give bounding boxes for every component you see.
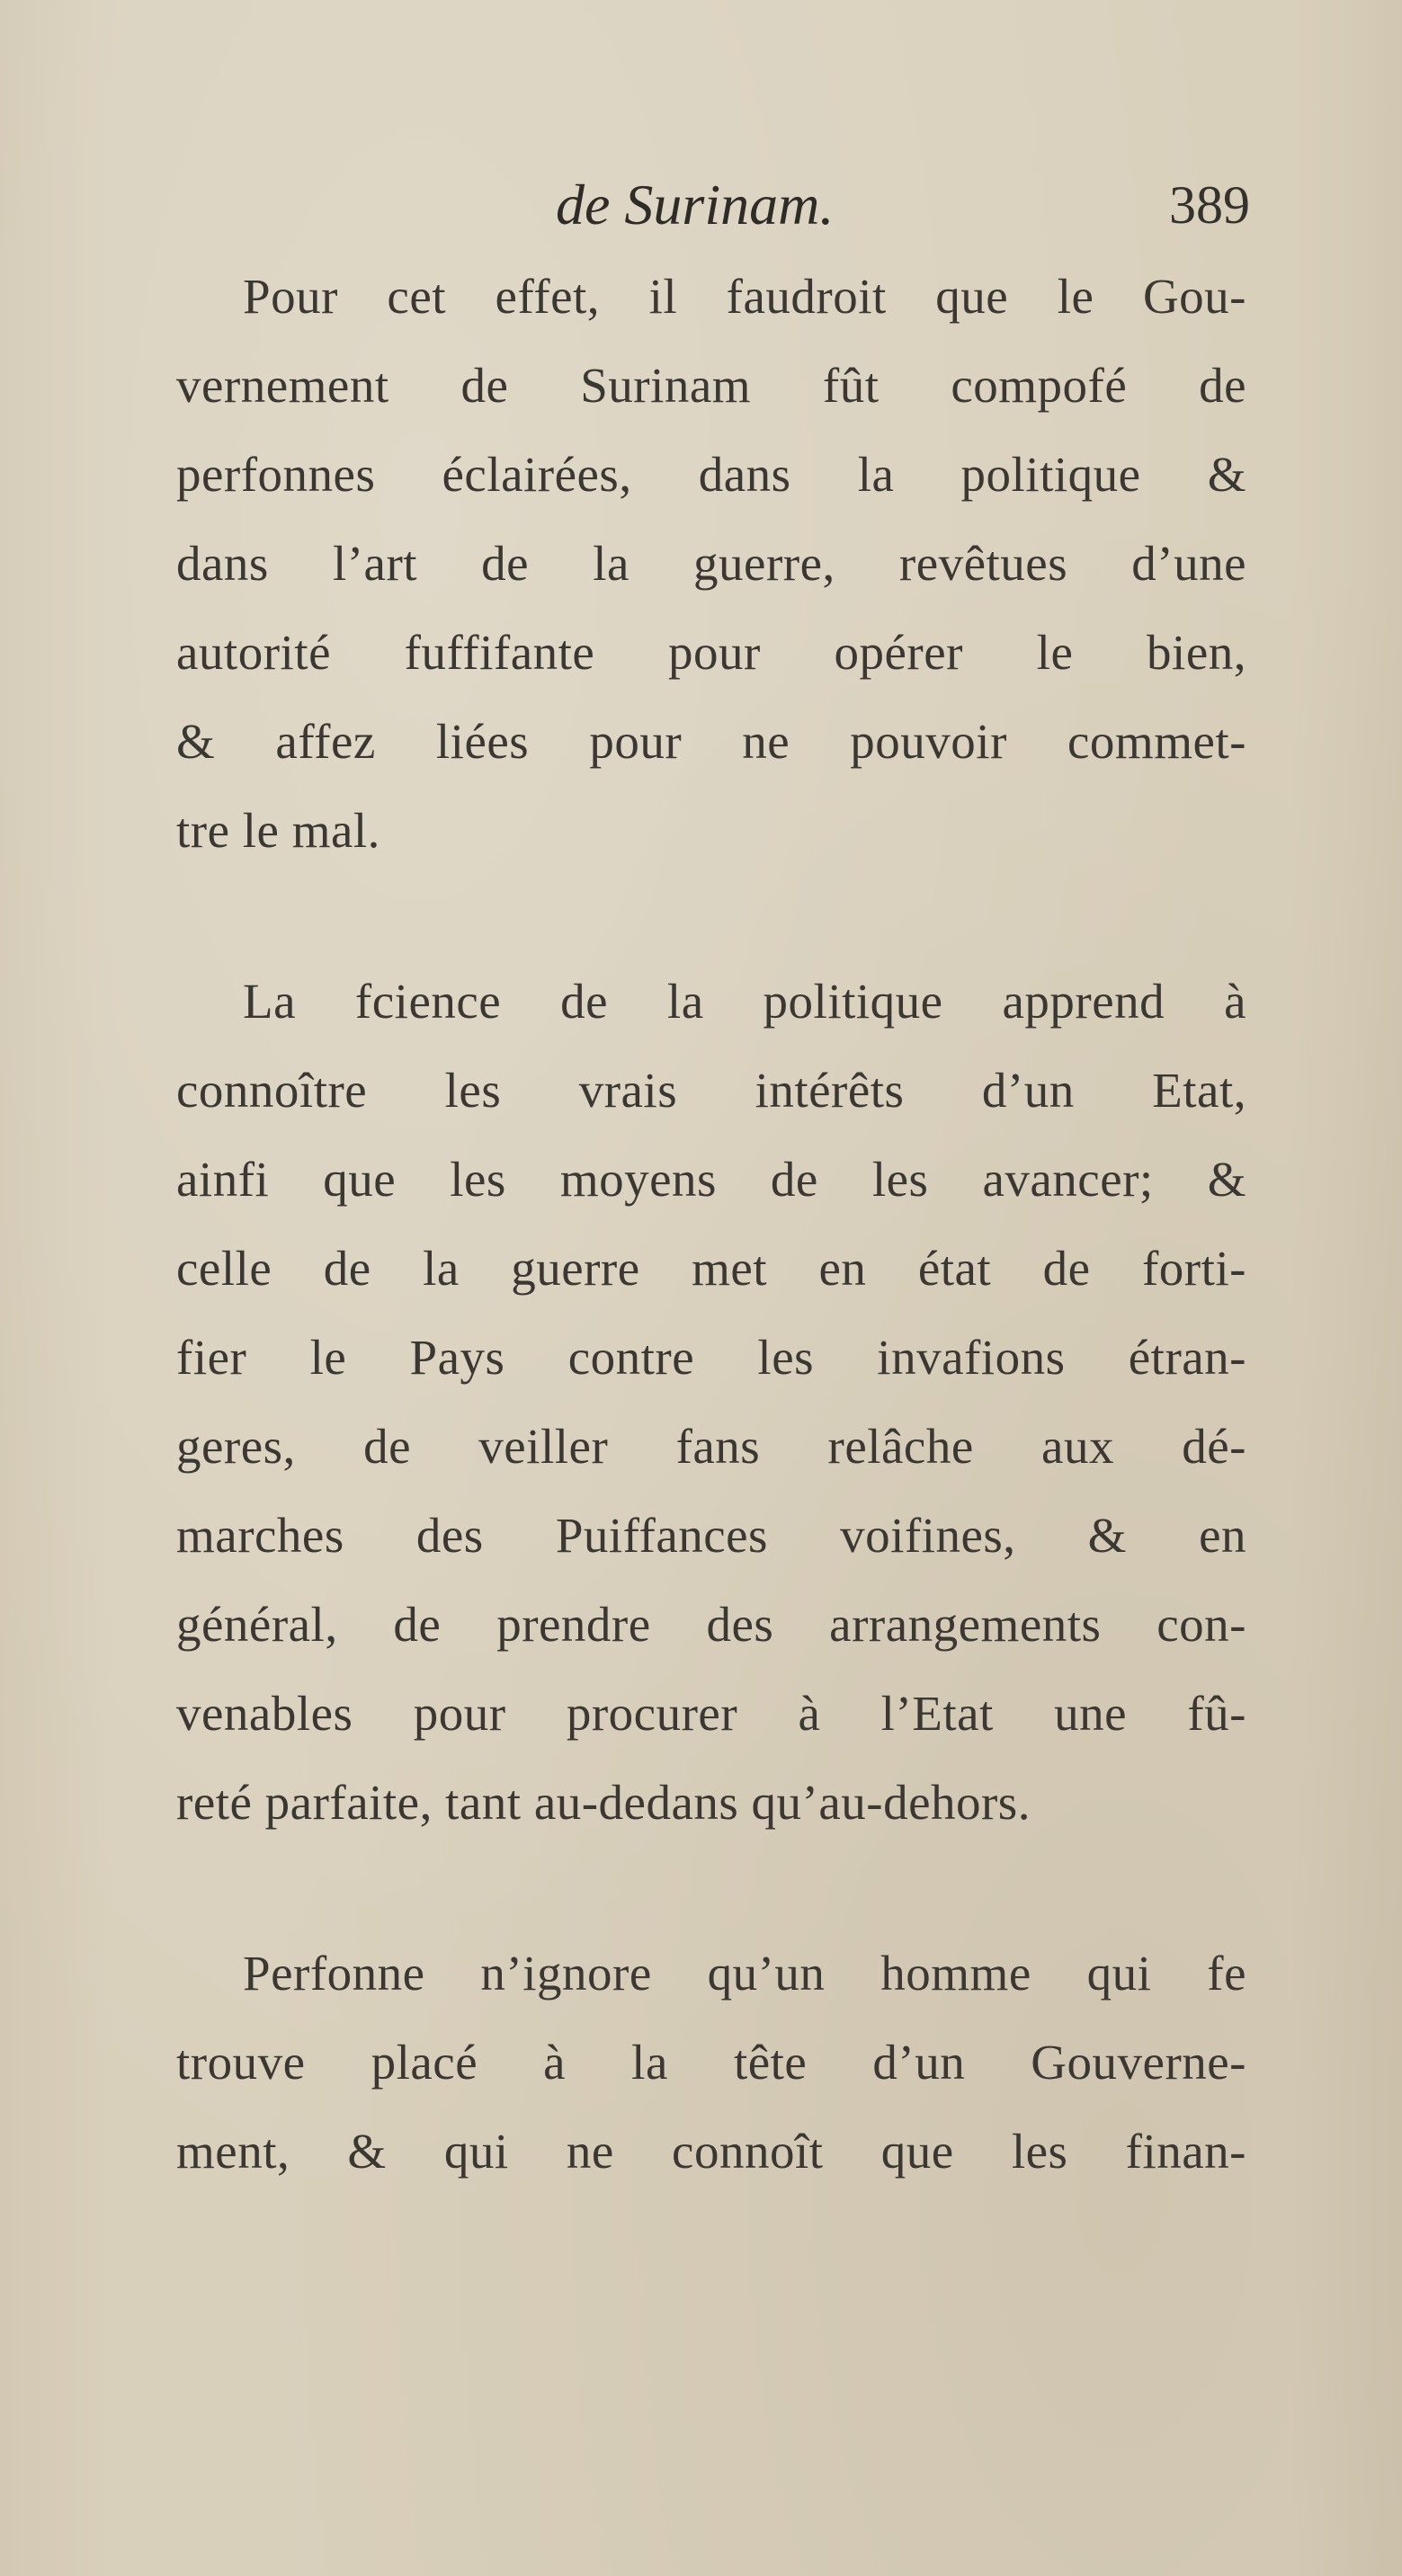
text-line: & affez liées pour ne pouvoir commet- [176,714,1246,769]
text-line: ment, & qui ne connoît que les finan- [176,2124,1246,2179]
text-line: perfonnes éclairées, dans la politique & [176,447,1246,502]
body-text [176,252,1246,2196]
page-number: 389 [1169,175,1250,235]
paragraph-3 [176,1929,1246,2196]
text-line: Pour cet effet, il faudroit que le Gou- [243,269,1246,324]
paragraph-1 [176,252,1246,875]
running-title: de Surinam. [556,173,835,236]
text-line: celle de la guerre met en état de forti- [176,1241,1246,1296]
text-line: connoître les vrais intérêts d’un Etat, [176,1063,1246,1118]
paragraph-2 [176,957,1246,1847]
paragraph-spacer [176,1847,1246,1929]
paragraph-spacer [176,875,1246,957]
text-line: fier le Pays contre les invafions étran- [176,1330,1246,1385]
text-line: marches des Puiffances voifines, & en [176,1508,1246,1563]
text-line: venables pour procurer à l’Etat une fû- [176,1686,1246,1741]
text-line: ainfi que les moyens de les avancer; & [176,1152,1246,1207]
text-line: dans l’art de la guerre, revêtues d’une [176,536,1246,591]
text-line: geres, de veiller fans relâche aux dé- [176,1419,1246,1474]
text-line: général, de prendre des arrangements con- [176,1597,1246,1652]
text-line: vernement de Surinam fût compofé de [176,358,1246,413]
text-line: autorité fuffifante pour opérer le bien, [176,625,1246,680]
text-line: Perfonne n’ignore qu’un homme qui fe [243,1946,1246,2001]
text-line: reté parfaite, tant au-dedans qu’au-dehors. [176,1775,1031,1830]
text-line: tre le mal. [176,803,380,858]
text-line: La fcience de la politique apprend à [243,974,1246,1029]
text-line: trouve placé à la tête d’un Gouverne- [176,2035,1246,2090]
running-head [0,169,1402,241]
